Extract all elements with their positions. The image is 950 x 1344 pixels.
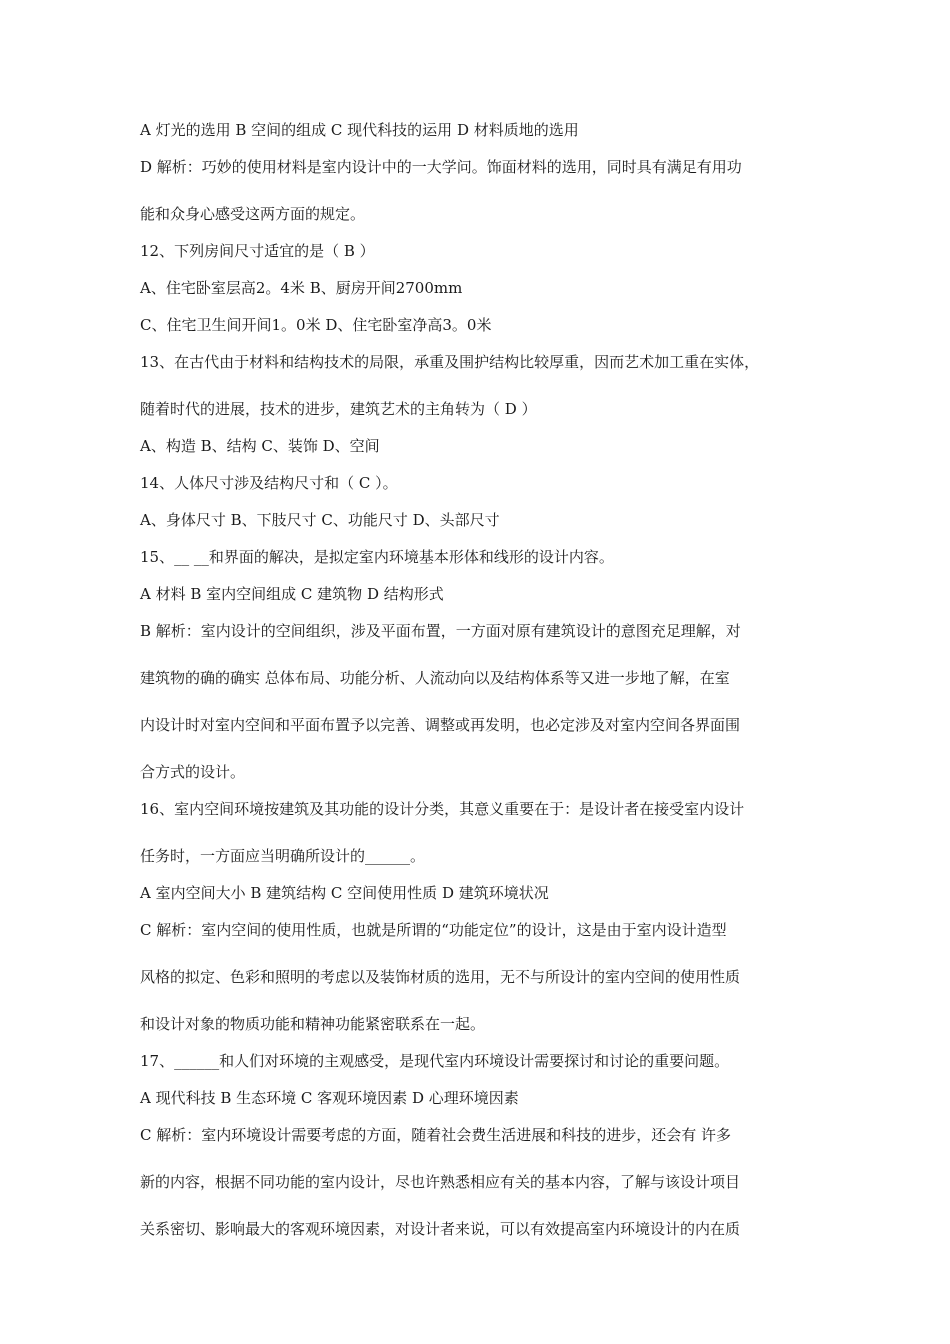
text-line: 16、室内空间环境按建筑及其功能的设计分类，其意义重要在于：是设计者在接受室内设计 xyxy=(140,800,745,818)
text-line: 内设计时对室内空间和平面布置予以完善、调整或再发明，也必定涉及对室内空间各界面围 xyxy=(140,716,741,734)
text-line: A、身体尺寸 B、下肢尺寸 C、功能尺寸 D、头部尺寸 xyxy=(140,511,500,529)
text-line: A 灯光的选用 B 空间的组成 C 现代科技的运用 D 材料质地的选用 xyxy=(140,121,579,139)
text-line: A 现代科技 B 生态环境 C 客观环境因素 D 心理环境因素 xyxy=(140,1089,519,1107)
text-line: 合方式的设计。 xyxy=(140,763,246,781)
text-line: 14、人体尺寸涉及结构尺寸和（ C ）。 xyxy=(140,474,398,492)
text-line: A 材料 B 室内空间组成 C 建筑物 D 结构形式 xyxy=(140,585,444,603)
text-line: 建筑物的确的确实 总体布局、功能分析、人流动向以及结构体系等又进一步地了解，在室 xyxy=(140,669,730,687)
text-line: C、住宅卫生间开间1。0米 D、住宅卧室净高3。0米 xyxy=(140,316,492,334)
text-line: 和设计对象的物质功能和精神功能紧密联系在一起。 xyxy=(140,1015,486,1033)
text-line: D 解析：巧妙的使用材料是室内设计中的一大学问。饰面材料的选用，同时具有满足有用功 xyxy=(140,158,742,176)
text-line: C 解析：室内环境设计需要考虑的方面，随着社会费生活进展和科技的进步，还会有 许多 xyxy=(140,1126,732,1144)
text-line: 12、下列房间尺寸适宜的是（ B ） xyxy=(140,242,375,260)
text-line: B 解析：室内设计的空间组织，涉及平面布置，一方面对原有建筑设计的意图充足理解，对 xyxy=(140,622,741,640)
document-page xyxy=(140,120,830,1266)
text-line: 15、__ __和界面的解决，是拟定室内环境基本形体和线形的设计内容。 xyxy=(140,548,614,566)
text-line: 17、______和人们对环境的主观感受，是现代室内环境设计需要探讨和讨论的重要问题。 xyxy=(140,1052,730,1070)
text-line: 任务时，一方面应当明确所设计的______。 xyxy=(140,847,426,865)
text-line: 风格的拟定、色彩和照明的考虑以及装饰材质的选用，无不与所设计的室内空间的使用性质 xyxy=(140,968,741,986)
text-line: 关系密切、影响最大的客观环境因素，对设计者来说，可以有效提高室内环境设计的内在质 xyxy=(140,1220,741,1238)
text-line: A、构造 B、结构 C、装饰 D、空间 xyxy=(140,437,380,455)
text-line: A、住宅卧室层高2。4米 B、厨房开间2700mm xyxy=(140,279,463,297)
text-line: A 室内空间大小 B 建筑结构 C 空间使用性质 D 建筑环境状况 xyxy=(140,884,549,902)
text-line: 随着时代的进展，技术的进步，建筑艺术的主角转为（ D ） xyxy=(140,400,537,418)
text-line: C 解析：室内空间的使用性质，也就是所谓的“功能定位”的设计，这是由于室内设计造型 xyxy=(140,921,727,939)
text-line: 新的内容，根据不同功能的室内设计，尽也许熟悉相应有关的基本内容，了解与该设计项目 xyxy=(140,1173,741,1191)
text-line: 13、在古代由于材料和结构技术的局限，承重及围护结构比较厚重，因而艺术加工重在实体， xyxy=(140,353,760,371)
text-line: 能和众身心感受这两方面的规定。 xyxy=(140,205,366,223)
